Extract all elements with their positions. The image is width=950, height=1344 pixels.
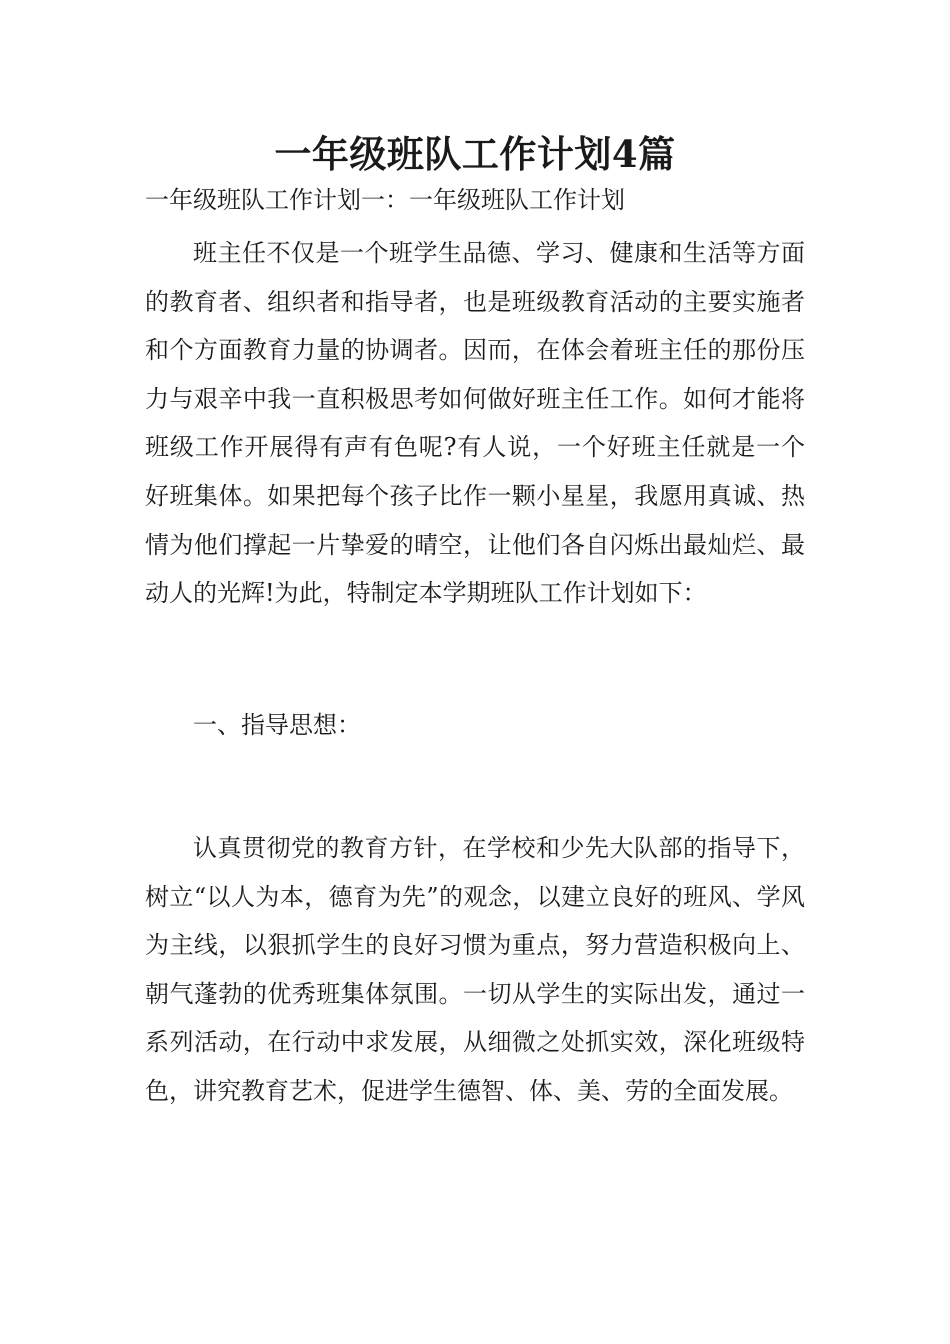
document-title: 一年级班队工作计划4篇	[274, 132, 676, 176]
document-subtitle: 一年级班队工作计划一：一年级班队工作计划	[145, 186, 625, 214]
guiding-thought-paragraph: 认真贯彻党的教育方针，在学校和少先大队部的指导下，树立“以人为本，德育为先”的观念，以建立良好的班风、学风为主线，以狠抓学生的良好习惯为重点，努力营造积极向上、朝气蓬勃的优秀班集体氛围。一切从学生的实际出发，通过一系列活动，在行动中求发展，从细微之处抓实效，深化班级特色，讲究教育艺术，促进学生德智、体、美、劳的全面发展。	[145, 834, 805, 1105]
section-heading-guiding-thought: 一、指导思想：	[193, 711, 361, 739]
intro-paragraph: 班主任不仅是一个班学生品德、学习、健康和生活等方面的教育者、组织者和指导者，也是班级教育活动的主要实施者和个方面教育力量的协调者。因而，在体会着班主任的那份压力与艰辛中我一直积极思考如何做好班主任工作。如何才能将班级工作开展得有声有色呢?有人说，一个好班主任就是一个好班集体。如果把每个孩子比作一颗小星星，我愿用真诚、热情为他们撑起一片挚爱的晴空，让他们各自闪烁出最灿烂、最动人的光辉!为此，特制定本学期班队工作计划如下：	[145, 239, 805, 608]
